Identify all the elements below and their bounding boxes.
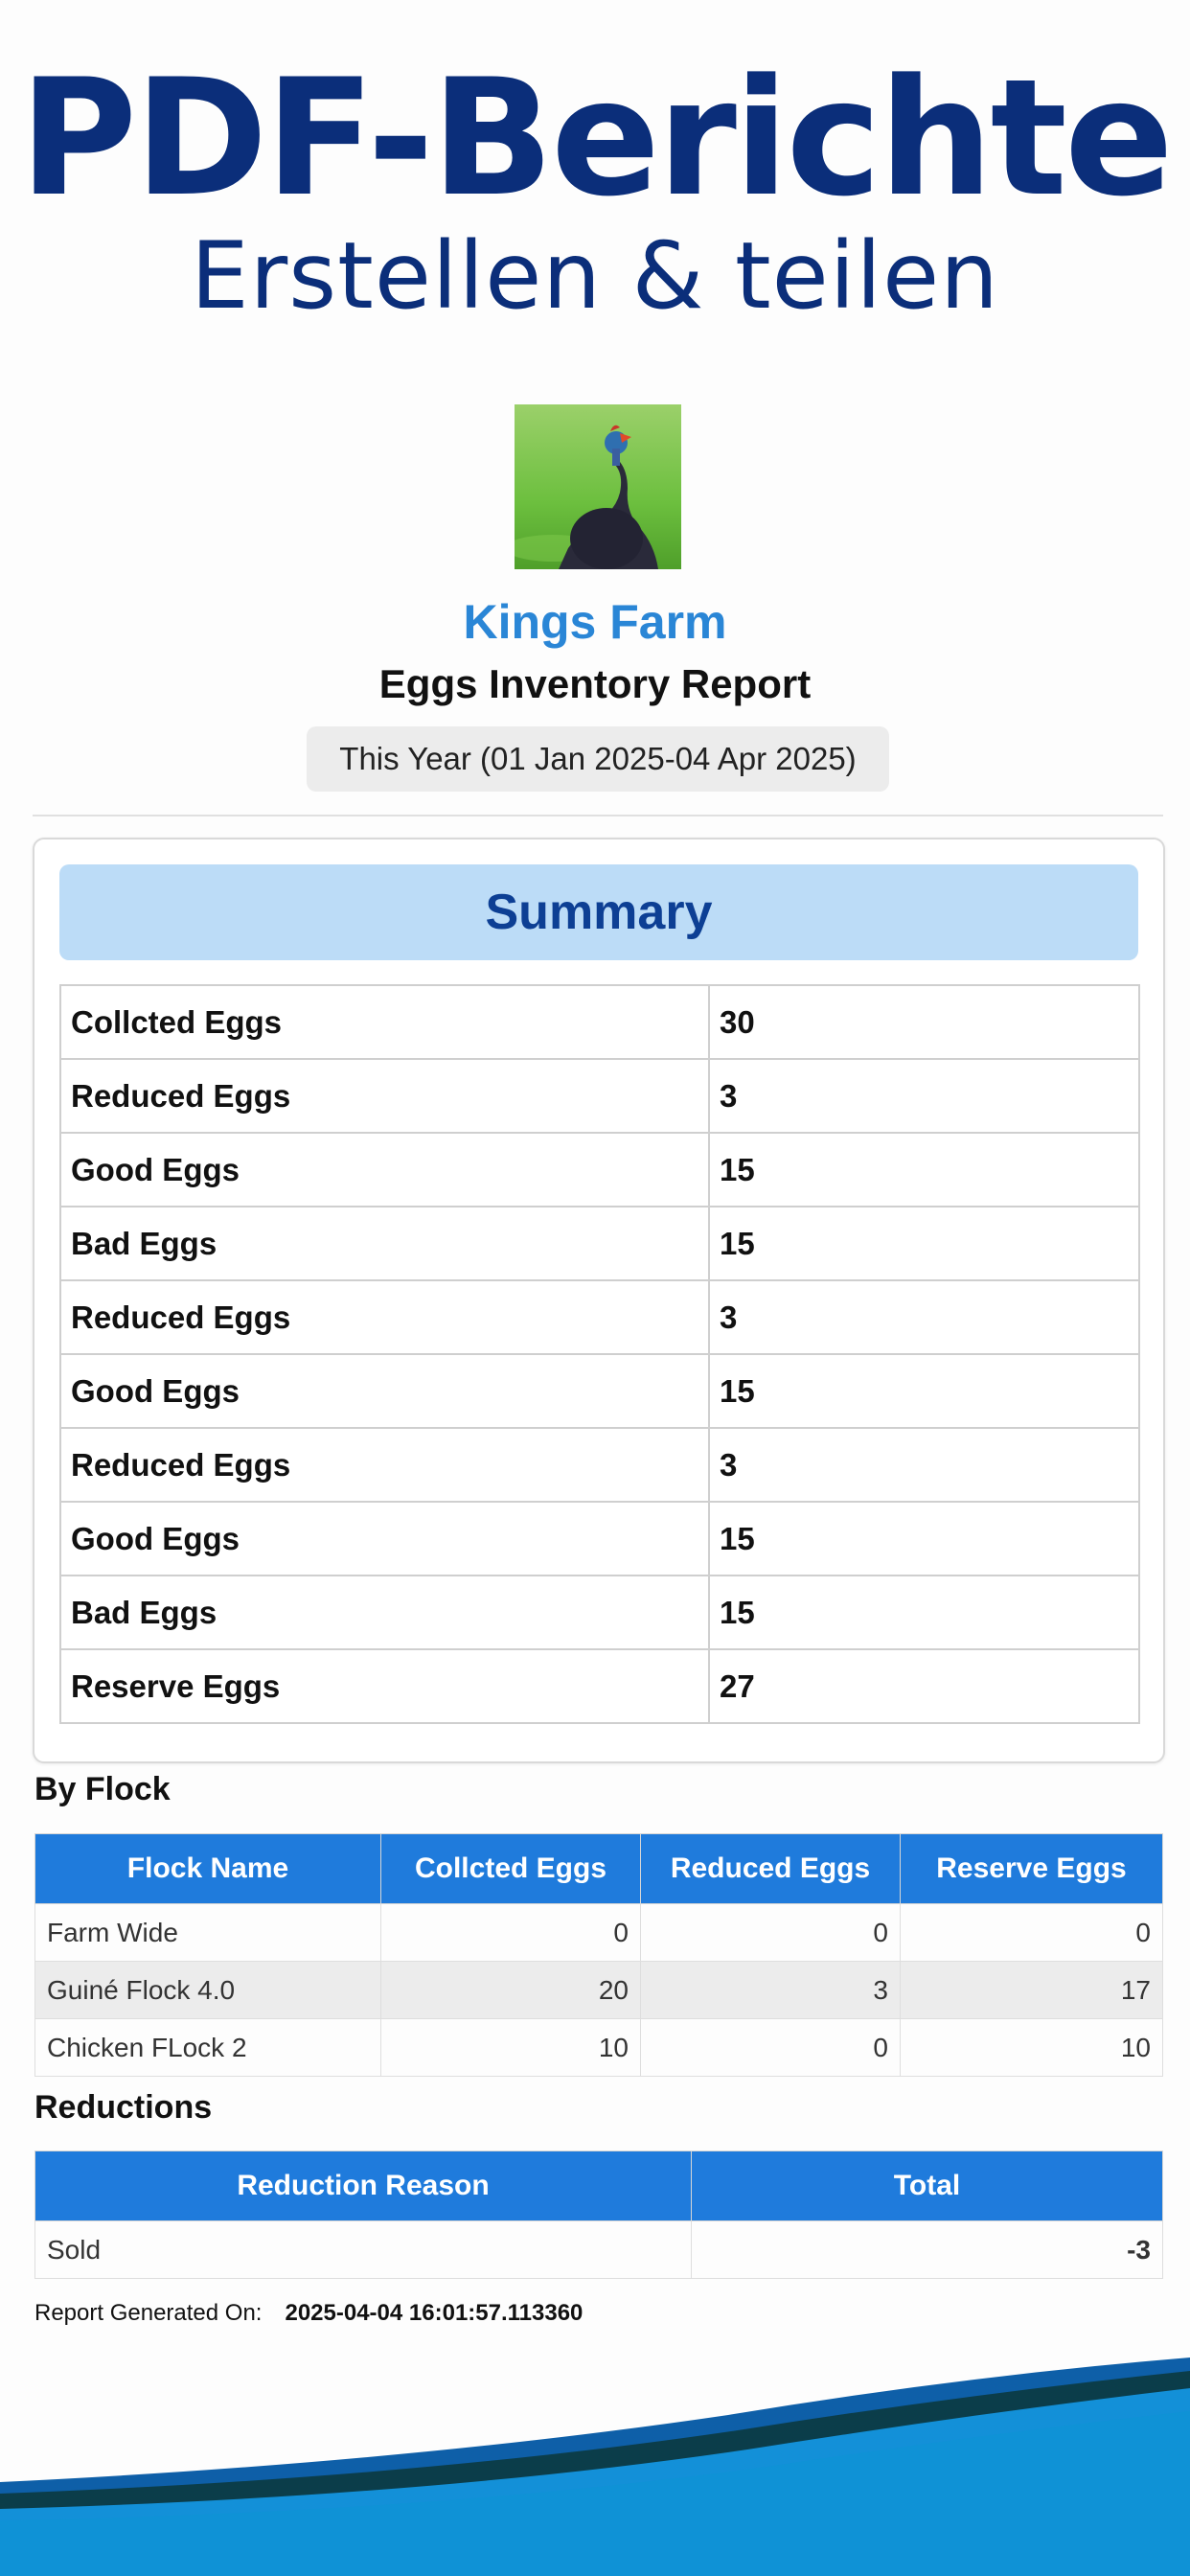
reductions-title: Reductions	[34, 2089, 213, 2126]
flock-name-cell: Chicken FLock 2	[35, 2019, 381, 2077]
summary-value: 15	[709, 1502, 1139, 1576]
summary-row	[60, 1207, 1139, 1280]
reduction-reason-cell: Sold	[35, 2221, 692, 2279]
decorative-wave	[0, 2338, 1190, 2576]
summary-value: 3	[709, 1059, 1139, 1133]
table-row	[35, 1962, 1163, 2019]
generated-label: Report Generated On:	[34, 2300, 263, 2326]
column-header: Collcted Eggs	[381, 1834, 641, 1904]
collected-cell: 10	[381, 2019, 641, 2077]
summary-title: Summary	[59, 864, 1138, 960]
flock-name-cell: Farm Wide	[35, 1904, 381, 1962]
column-header: Reduction Reason	[35, 2151, 692, 2221]
promo-headline: PDF-Berichte	[19, 44, 1171, 232]
column-header: Reserve Eggs	[901, 1834, 1163, 1904]
reduced-cell: 0	[641, 2019, 901, 2077]
summary-label: Bad Eggs	[60, 1207, 709, 1280]
reserve-cell: 17	[901, 1962, 1163, 2019]
generated-timestamp: 2025-04-04 16:01:57.113360	[285, 2300, 584, 2326]
summary-label: Reduced Eggs	[60, 1280, 709, 1354]
reserve-cell: 0	[901, 1904, 1163, 1962]
table-header-row	[35, 1834, 1163, 1904]
by-flock-title: By Flock	[34, 1771, 171, 1807]
divider	[33, 815, 1163, 816]
table-header-row	[35, 2151, 1163, 2221]
by-flock-table	[34, 1833, 1163, 2077]
summary-row	[60, 1059, 1139, 1133]
farm-logo-image	[515, 404, 681, 569]
column-header: Flock Name	[35, 1834, 381, 1904]
summary-label: Good Eggs	[60, 1354, 709, 1428]
summary-value: 3	[709, 1280, 1139, 1354]
summary-row	[60, 1354, 1139, 1428]
table-row	[35, 1904, 1163, 1962]
collected-cell: 20	[381, 1962, 641, 2019]
summary-row	[60, 1280, 1139, 1354]
collected-cell: 0	[381, 1904, 641, 1962]
summary-label: Reduced Eggs	[60, 1059, 709, 1133]
period-badge: This Year (01 Jan 2025-04 Apr 2025)	[307, 726, 889, 792]
summary-label: Good Eggs	[60, 1502, 709, 1576]
summary-value: 30	[709, 985, 1139, 1059]
summary-value: 15	[709, 1133, 1139, 1207]
reduced-cell: 0	[641, 1904, 901, 1962]
summary-table	[59, 984, 1140, 1724]
summary-value: 3	[709, 1428, 1139, 1502]
reductions-table	[34, 2150, 1163, 2279]
summary-label: Collcted Eggs	[60, 985, 709, 1059]
summary-row	[60, 1133, 1139, 1207]
summary-label: Good Eggs	[60, 1133, 709, 1207]
reduced-cell: 3	[641, 1962, 901, 2019]
summary-label: Reserve Eggs	[60, 1649, 709, 1723]
summary-label: Reduced Eggs	[60, 1428, 709, 1502]
summary-row	[60, 985, 1139, 1059]
guinea-fowl-photo	[515, 404, 681, 569]
summary-card	[33, 838, 1165, 1763]
summary-label: Bad Eggs	[60, 1576, 709, 1649]
column-header: Total	[692, 2151, 1163, 2221]
summary-value: 15	[709, 1576, 1139, 1649]
flock-name-cell: Guiné Flock 4.0	[35, 1962, 381, 2019]
table-row	[35, 2019, 1163, 2077]
summary-value: 15	[709, 1207, 1139, 1280]
summary-value: 27	[709, 1649, 1139, 1723]
report-title: Eggs Inventory Report	[378, 661, 812, 706]
reduction-total-cell: -3	[692, 2221, 1163, 2279]
summary-row	[60, 1428, 1139, 1502]
summary-row	[60, 1576, 1139, 1649]
column-header: Reduced Eggs	[641, 1834, 901, 1904]
report-generated	[34, 2300, 583, 2327]
promo-subline: Erstellen & teilen	[191, 222, 999, 330]
summary-value: 15	[709, 1354, 1139, 1428]
reserve-cell: 10	[901, 2019, 1163, 2077]
table-row	[35, 2221, 1163, 2279]
farm-name: Kings Farm	[463, 595, 727, 649]
summary-row	[60, 1649, 1139, 1723]
summary-row	[60, 1502, 1139, 1576]
